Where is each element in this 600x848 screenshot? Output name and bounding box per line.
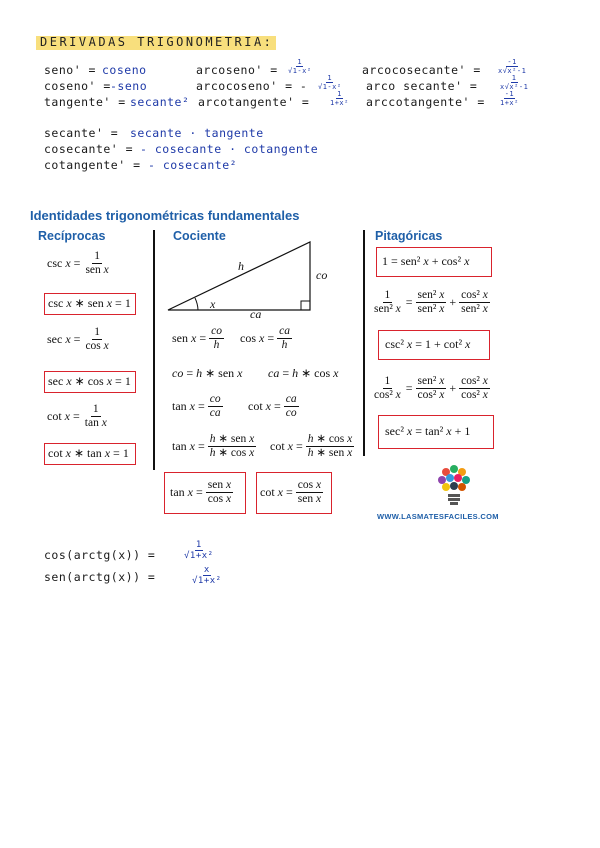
identity-csc-squared: csc² x = 1 + cot² x bbox=[385, 337, 471, 351]
identity-cot: cot x = $\frac{1}{\text{tan x}}$ bbox=[47, 403, 107, 429]
identity-tan-h: tan x = h ∗ sen x h ∗ cos x bbox=[172, 433, 255, 459]
arctg-sen-fraction: $\frac{x}{\text{√1+x²}}$ bbox=[192, 565, 222, 586]
deriv-label: cosecante' = bbox=[44, 142, 134, 156]
deriv-fraction: $\frac{-1}{\text{1+x²}}$ bbox=[500, 90, 519, 107]
website-url: WWW.LASMATESFACILES.COM bbox=[377, 512, 499, 521]
deriv-result: coseno bbox=[102, 63, 147, 77]
card-title: Identidades trigonométricas fundamentales bbox=[30, 208, 300, 223]
identity-sen-ratio: sen x = $\frac{co}{h}$ bbox=[172, 325, 222, 351]
identity-ca: ca = h ∗ cos x bbox=[268, 366, 339, 380]
deriv-label: arcoseno' = bbox=[196, 63, 278, 77]
identity-sec-squared: sec² x = tan² x + 1 bbox=[385, 424, 471, 438]
lightbulb-logo-icon bbox=[432, 462, 476, 510]
identity-cot-ratio: cot x = $\frac{ca}{co}$ bbox=[248, 393, 297, 419]
arctg-cos-fraction: $\frac{1}{\text{√1+x²}}$ bbox=[184, 540, 214, 561]
identity-tan-sin-cos: tan x = sen x cos x bbox=[170, 479, 232, 505]
column-divider bbox=[153, 230, 155, 470]
deriv-fraction: $\frac{1}{\text{√1-x²}}$ bbox=[288, 58, 312, 75]
deriv-result: - cosecante² bbox=[148, 158, 238, 172]
deriv-result: -seno bbox=[110, 79, 148, 93]
identity-co: co = h ∗ sen x bbox=[172, 366, 243, 380]
identity-cot-product: cot x ∗ tan x = 1 bbox=[48, 446, 129, 460]
notes-title: DERIVADAS TRIGONOMETRIA: bbox=[40, 35, 274, 49]
column-divider bbox=[363, 230, 365, 456]
header-pitagoricas: Pitagóricas bbox=[375, 229, 443, 243]
deriv-label: coseno' = bbox=[44, 79, 111, 93]
deriv-fraction: $\frac{1}{\text{1+x²}}$ bbox=[330, 90, 349, 107]
identity-pythagorean: 1 = sen² x + cos² x bbox=[382, 254, 470, 268]
deriv-fraction: $\frac{1}{\text{x√x²-1}}$ bbox=[500, 74, 529, 91]
identity-cot-h: cot x = h ∗ cos x h ∗ sen x bbox=[270, 433, 353, 459]
header-reciprocas: Recíprocas bbox=[38, 229, 106, 243]
header-cociente: Cociente bbox=[173, 229, 226, 243]
deriv-result: - cosecante · cotangente bbox=[140, 142, 319, 156]
deriv-label: arccotangente' = bbox=[366, 95, 485, 109]
deriv-label: seno' = bbox=[44, 63, 96, 77]
identity-sec: sec x = $\frac{1}{\text{cos x}}$ bbox=[47, 326, 109, 352]
deriv-label: arco secante' = bbox=[366, 79, 478, 93]
arctg-cos-label: cos(arctg(x)) = bbox=[44, 548, 156, 562]
identity-sec-product: sec x ∗ cos x = 1 bbox=[48, 374, 131, 388]
identity-divide-sen: 1 sen² x = sen² x sen² x + cos² x sen² x bbox=[374, 289, 488, 315]
deriv-label: arcocosecante' = bbox=[362, 63, 481, 77]
deriv-label: cotangente' = bbox=[44, 158, 141, 172]
deriv-label: arcotangente' = bbox=[198, 95, 310, 109]
arctg-sen-label: sen(arctg(x)) = bbox=[44, 570, 156, 584]
deriv-fraction: $\frac{1}{\text{√1-x²}}$ bbox=[318, 74, 342, 91]
triangle-label-co: co bbox=[316, 268, 328, 282]
triangle-label-h: h bbox=[238, 259, 244, 273]
deriv-label: tangente' = bbox=[44, 95, 126, 109]
identity-divide-cos: $\frac{1}{\text{cos² x}}$ = sen² x cos² x + $\frac{\text{cos² x}}{\text{cos² x}}$ bbox=[374, 375, 488, 401]
deriv-result: secante² bbox=[130, 95, 190, 109]
triangle-label-x: x bbox=[210, 297, 216, 311]
deriv-label: arcocoseno' = - bbox=[196, 79, 308, 93]
deriv-label: secante' = bbox=[44, 126, 119, 140]
identity-cot-cos-sin: cot x = cos x sen x bbox=[260, 479, 322, 505]
identity-cos-ratio: cos x = $\frac{ca}{h}$ bbox=[240, 325, 290, 351]
identity-csc-product: csc x ∗ sen x = 1 bbox=[48, 296, 131, 310]
deriv-result: secante · tangente bbox=[130, 126, 264, 140]
identity-csc: csc x = 1 sen x bbox=[47, 250, 109, 276]
triangle-label-ca: ca bbox=[250, 307, 262, 321]
identity-tan-ratio: tan x = $\frac{co}{ca}$ bbox=[172, 393, 221, 419]
deriv-fraction: $\frac{-1}{\text{x√x²-1}}$ bbox=[498, 58, 527, 75]
